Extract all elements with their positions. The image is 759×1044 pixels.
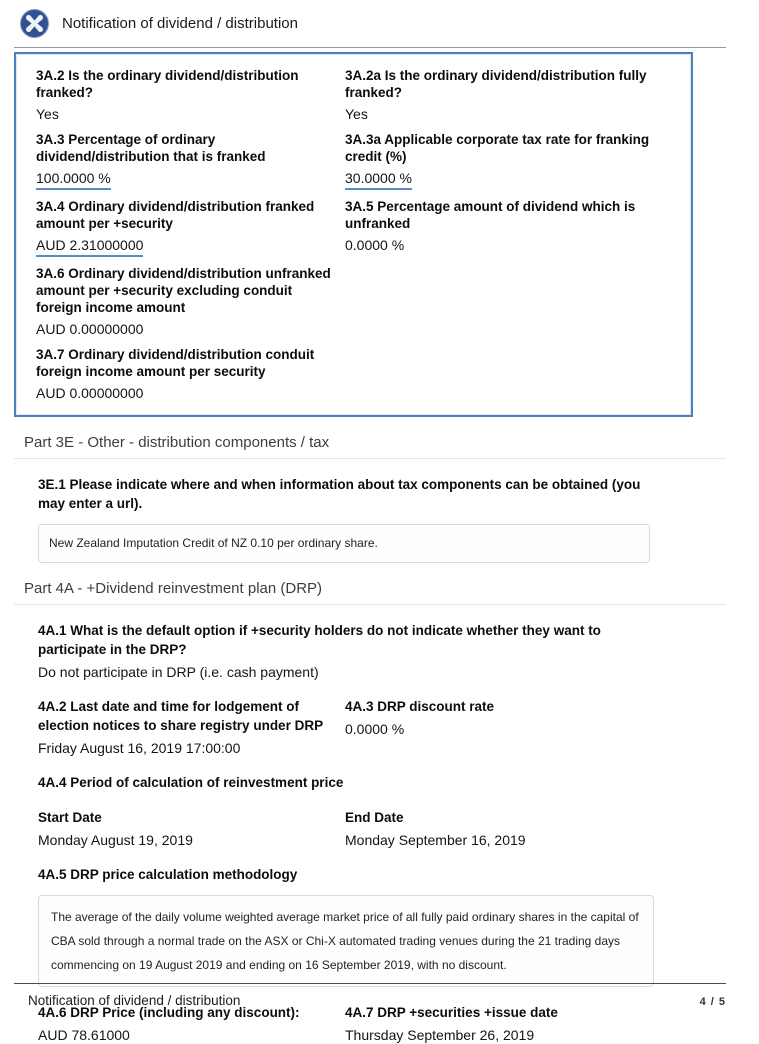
field-3a6-spacer: [345, 265, 691, 338]
question-4a5-answer-box: The average of the daily volume weighted average market price of all fully paid ordinary shares in the capital of CBA sold through a normal trade on the ASX or Chi-X automated trading venues during the 21 trading days commencing on 19 August 2019 and ending on 16 September 2019, with no discount.: [38, 895, 654, 987]
footer-row: [0, 984, 759, 1024]
question-4a2: [38, 681, 345, 757]
question-4a2-value: Friday August 16, 2019 17:00:00: [38, 740, 241, 756]
end-date-label: End Date: [345, 810, 404, 825]
field-3a7-spacer: [345, 346, 691, 402]
field-3a4: [36, 198, 345, 257]
question-3e1-answer-box: New Zealand Imputation Credit of NZ 0.10 per ordinary share.: [38, 524, 650, 563]
field-3a3a-value: 30.0000 %: [345, 169, 677, 190]
field-3a4-label: 3A.4 Ordinary dividend/distribution franked amount per +security: [36, 199, 315, 231]
part4a-divider: [14, 604, 726, 605]
question-4a3-label: 4A.3 DRP discount rate: [345, 699, 495, 714]
field-3a7-label: 3A.7 Ordinary dividend/distribution conduit foreign income amount per security: [36, 347, 315, 379]
field-3a7: [36, 346, 345, 402]
field-3a2-label: 3A.2 Is the ordinary dividend/distribution franked?: [36, 68, 299, 100]
field-3a2a: [345, 67, 691, 123]
question-4a6-label: 4A.6 DRP Price (including any discount):: [38, 1005, 300, 1020]
field-3a5-value: 0.0000 %: [345, 237, 405, 253]
part3e-divider: [14, 458, 726, 459]
start-date-value: Monday August 19, 2019: [38, 832, 193, 848]
field-3a3-value: 100.0000 %: [36, 169, 331, 190]
field-3a6-label: 3A.6 Ordinary dividend/distribution unfranked amount per +security excluding conduit foreign income amount: [36, 266, 331, 315]
field-3a2a-value: Yes: [345, 106, 368, 122]
field-3a3a: [345, 131, 691, 190]
question-4a1-label: 4A.1 What is the default option if +security holders do not indicate whether they want to participate in the DRP?: [38, 623, 601, 657]
part3a-highlight-box: [14, 52, 693, 417]
field-3a3-label: 3A.3 Percentage of ordinary dividend/distribution that is franked: [36, 132, 266, 164]
question-4a1-value: Do not participate in DRP (i.e. cash payment): [38, 664, 319, 680]
header-divider: [14, 47, 726, 48]
question-4a5-label: 4A.5 DRP price calculation methodology: [38, 867, 298, 882]
page-footer: [0, 983, 759, 1024]
question-3e1-label: 3E.1 Please indicate where and when information about tax components can be obtained (you may enter a url).: [38, 477, 641, 511]
start-date-label: Start Date: [38, 810, 102, 825]
drp-start-date: [38, 792, 345, 849]
field-3a6: [36, 265, 345, 338]
field-3a5-label: 3A.5 Percentage amount of dividend which is unfranked: [345, 199, 636, 231]
part3e-heading: Part 3E - Other - distribution components / tax: [24, 434, 330, 451]
field-3a4-value: AUD 2.31000000: [36, 236, 331, 257]
field-3a2-value: Yes: [36, 106, 59, 122]
question-4a3-value: 0.0000 %: [345, 721, 405, 737]
page-number: 4 / 5: [699, 996, 726, 1008]
field-3a6-value: AUD 0.00000000: [36, 321, 144, 337]
field-3a5: [345, 198, 691, 257]
question-4a2-label: 4A.2 Last date and time for lodgement of election notices to share registry under DRP: [38, 699, 324, 733]
row-4a2-4a3: [38, 681, 759, 757]
field-3a2: [36, 67, 345, 123]
question-4a4-label: 4A.4 Period of calculation of reinvestment price: [38, 775, 344, 790]
part4a-heading: Part 4A - +Dividend reinvestment plan (DRP): [24, 580, 323, 597]
page-title: Notification of dividend / distribution: [62, 15, 298, 32]
question-4a7-value: Thursday September 26, 2019: [345, 1027, 535, 1043]
asx-logo-icon: [20, 9, 49, 38]
footer-title: Notification of dividend / distribution: [28, 993, 241, 1008]
question-4a6-value: AUD 78.61000: [38, 1027, 130, 1043]
question-4a7-label: 4A.7 DRP +securities +issue date: [345, 1005, 558, 1020]
field-3a3a-label: 3A.3a Applicable corporate tax rate for franking credit (%): [345, 132, 650, 164]
field-3a7-value: AUD 0.00000000: [36, 385, 144, 401]
question-4a3: [345, 681, 759, 757]
end-date-value: Monday September 16, 2019: [345, 832, 526, 848]
row-drp-period: [38, 792, 759, 849]
page-header: [0, 0, 759, 45]
field-3a2a-label: 3A.2a Is the ordinary dividend/distribution fully franked?: [345, 68, 647, 100]
drp-end-date: [345, 792, 759, 849]
field-3a3: [36, 131, 345, 190]
